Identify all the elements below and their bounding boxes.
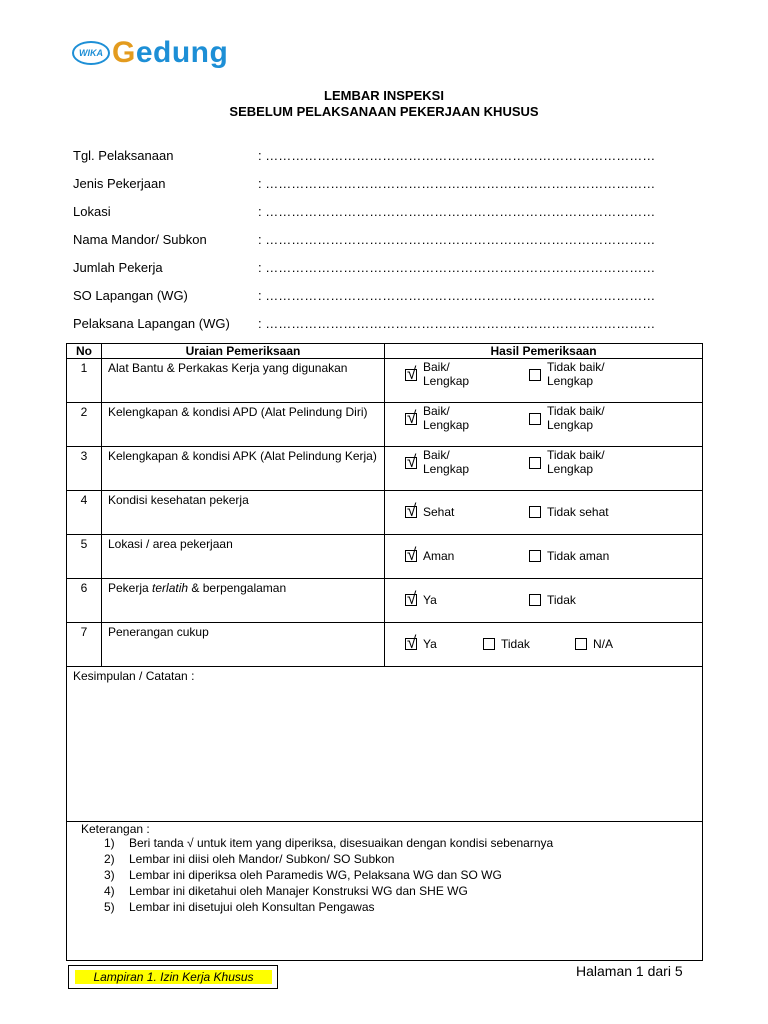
list-number: 2) xyxy=(104,852,115,866)
checkbox-checked[interactable] xyxy=(405,501,417,520)
list-item xyxy=(104,899,553,915)
list-number: 5) xyxy=(104,900,115,914)
row-description: Alat Bantu & Perkakas Kerja yang digunakan xyxy=(102,359,385,403)
row-result xyxy=(385,623,703,667)
list-text: Lembar ini diisi oleh Mandor/ Subkon/ SO Subkon xyxy=(129,852,395,866)
option-label: Ya xyxy=(423,637,437,651)
header-no: No xyxy=(67,344,102,359)
keterangan-title: Keterangan : xyxy=(81,822,150,836)
field-label-tanggal: Tgl. Pelaksanaan xyxy=(73,148,174,163)
checkbox-unchecked[interactable] xyxy=(529,594,541,606)
row-description: Kondisi kesehatan pekerja xyxy=(102,491,385,535)
list-text: Lembar ini diperiksa oleh Paramedis WG, Pelaksana WG dan SO WG xyxy=(129,868,502,882)
checkbox-checked[interactable] xyxy=(405,633,417,652)
option-label: Tidak baik/ Lengkap xyxy=(547,360,605,388)
option-label: Tidak baik/ Lengkap xyxy=(547,448,605,476)
row-number: 3 xyxy=(67,447,102,491)
list-item xyxy=(104,835,553,851)
description-text: & berpengalaman xyxy=(188,581,287,595)
list-text: Beri tanda √ untuk item yang diperiksa, disesuaikan dengan kondisi sebenarnya xyxy=(129,836,554,850)
option-baik[interactable] xyxy=(405,360,479,388)
description-emphasis: terlatih xyxy=(152,581,189,595)
list-number: 1) xyxy=(104,836,115,850)
checkbox-checked[interactable] xyxy=(405,452,417,471)
check-mark-icon: √ xyxy=(407,589,417,608)
description-text: Pekerja xyxy=(108,581,153,595)
row-description: Lokasi / area pekerjaan xyxy=(102,535,385,579)
document-title: LEMBAR INSPEKSI xyxy=(324,88,444,103)
option-label: Ya xyxy=(423,593,437,607)
header-item: Uraian Pemeriksaan xyxy=(102,344,385,359)
check-mark-icon: √ xyxy=(407,408,417,427)
field-value-mandor[interactable]: : ……………………………………………………………………………… xyxy=(258,232,656,247)
check-mark-icon: √ xyxy=(407,452,417,471)
checkbox-checked[interactable] xyxy=(405,545,417,564)
field-value-jumlah[interactable]: : ……………………………………………………………………………… xyxy=(258,260,656,275)
option-na[interactable] xyxy=(575,637,613,651)
field-value-lokasi[interactable]: : ……………………………………………………………………………… xyxy=(258,204,656,219)
option-label: Tidak aman xyxy=(547,549,610,563)
option-label: Baik/ Lengkap xyxy=(423,404,470,432)
checkbox-unchecked[interactable] xyxy=(529,457,541,469)
field-label-jumlah: Jumlah Pekerja xyxy=(73,260,163,275)
table-row xyxy=(67,403,703,447)
field-value-tanggal[interactable]: : ……………………………………………………………………………… xyxy=(258,148,656,163)
table-row xyxy=(67,359,703,403)
table-row xyxy=(67,535,703,579)
row-result xyxy=(385,359,703,403)
notes-area[interactable] xyxy=(67,667,703,822)
checkbox-unchecked[interactable] xyxy=(529,413,541,425)
list-item xyxy=(104,867,553,883)
checkbox-checked[interactable] xyxy=(405,364,417,383)
notes-row xyxy=(67,667,703,822)
checkbox-unchecked[interactable] xyxy=(529,369,541,381)
checkbox-checked[interactable] xyxy=(405,589,417,608)
field-label-mandor: Nama Mandor/ Subkon xyxy=(73,232,207,247)
attachment-label: Lampiran 1. Izin Kerja Khusus xyxy=(75,970,272,984)
list-text: Lembar ini diketahui oleh Manajer Konstruksi WG dan SHE WG xyxy=(129,884,468,898)
option-aman[interactable] xyxy=(405,545,455,564)
check-mark-icon: √ xyxy=(407,501,417,520)
checkbox-checked[interactable] xyxy=(405,408,417,427)
option-tidak-baik[interactable] xyxy=(529,360,617,388)
row-number: 4 xyxy=(67,491,102,535)
row-number: 6 xyxy=(67,579,102,623)
table-header xyxy=(67,344,703,359)
field-value-pelaksana[interactable]: : ……………………………………………………………………………… xyxy=(258,316,656,331)
option-tidak-aman[interactable] xyxy=(529,549,609,563)
checkbox-unchecked[interactable] xyxy=(529,550,541,562)
field-label-lokasi: Lokasi xyxy=(73,204,111,219)
field-value-so[interactable]: : ……………………………………………………………………………… xyxy=(258,288,656,303)
row-result xyxy=(385,403,703,447)
check-mark-icon: √ xyxy=(407,545,417,564)
row-number: 7 xyxy=(67,623,102,667)
keterangan-list xyxy=(104,835,553,915)
notes-label: Kesimpulan / Catatan : xyxy=(73,669,195,683)
option-label: Baik/ Lengkap xyxy=(423,360,470,388)
list-text: Lembar ini disetujui oleh Konsultan Pengawas xyxy=(129,900,375,914)
row-result xyxy=(385,535,703,579)
row-description: Kelengkapan & kondisi APD (Alat Pelindung Diri) xyxy=(102,403,385,447)
option-sehat[interactable] xyxy=(405,501,455,520)
checkbox-unchecked[interactable] xyxy=(529,506,541,518)
check-mark-icon: √ xyxy=(407,364,417,383)
checkbox-unchecked[interactable] xyxy=(483,638,495,650)
table-row xyxy=(67,447,703,491)
row-result xyxy=(385,491,703,535)
field-label-pelaksana: Pelaksana Lapangan (WG) xyxy=(73,316,230,331)
row-result xyxy=(385,447,703,491)
header-result: Hasil Pemeriksaan xyxy=(385,344,703,359)
table-row xyxy=(67,579,703,623)
row-number: 1 xyxy=(67,359,102,403)
check-mark-icon: √ xyxy=(407,633,417,652)
option-label: Tidak baik/ Lengkap xyxy=(547,404,605,432)
field-label-jenis: Jenis Pekerjaan xyxy=(73,176,166,191)
row-description xyxy=(102,579,385,623)
list-number: 4) xyxy=(104,884,115,898)
option-label: Tidak xyxy=(547,593,576,607)
table-row xyxy=(67,623,703,667)
attachment-label-box xyxy=(68,965,278,989)
list-number: 3) xyxy=(104,868,115,882)
option-label: N/A xyxy=(593,637,614,651)
wika-logo-badge: WIKA xyxy=(72,41,110,65)
option-baik[interactable] xyxy=(405,404,479,432)
checkbox-unchecked[interactable] xyxy=(575,638,587,650)
row-description: Kelengkapan & kondisi APK (Alat Pelindung Kerja) xyxy=(102,447,385,491)
option-ya[interactable] xyxy=(405,589,437,608)
option-ya[interactable] xyxy=(405,633,437,652)
option-baik[interactable] xyxy=(405,448,479,476)
option-tidak[interactable] xyxy=(529,593,576,607)
brand-name xyxy=(112,38,228,68)
option-tidak-sehat[interactable] xyxy=(529,505,609,519)
row-number: 2 xyxy=(67,403,102,447)
option-label: Aman xyxy=(423,549,455,563)
table-row xyxy=(67,491,703,535)
option-label: Tidak xyxy=(501,637,530,651)
option-tidak-baik[interactable] xyxy=(529,404,617,432)
row-description: Penerangan cukup xyxy=(102,623,385,667)
page-number: Halaman 1 dari 5 xyxy=(576,963,683,979)
brand-initial: G xyxy=(112,36,136,69)
brand-rest: edung xyxy=(135,36,229,69)
option-tidak[interactable] xyxy=(483,637,530,651)
company-logo xyxy=(72,38,228,68)
option-tidak-baik[interactable] xyxy=(529,448,617,476)
document-subtitle: SEBELUM PELAKSANAAN PEKERJAAN KHUSUS xyxy=(229,104,539,119)
field-label-so: SO Lapangan (WG) xyxy=(73,288,188,303)
list-item xyxy=(104,851,553,867)
field-value-jenis[interactable]: : ……………………………………………………………………………… xyxy=(258,176,656,191)
row-result xyxy=(385,579,703,623)
option-label: Baik/ Lengkap xyxy=(423,448,470,476)
option-label: Sehat xyxy=(423,505,455,519)
row-number: 5 xyxy=(67,535,102,579)
option-label: Tidak sehat xyxy=(547,505,609,519)
list-item xyxy=(104,883,553,899)
